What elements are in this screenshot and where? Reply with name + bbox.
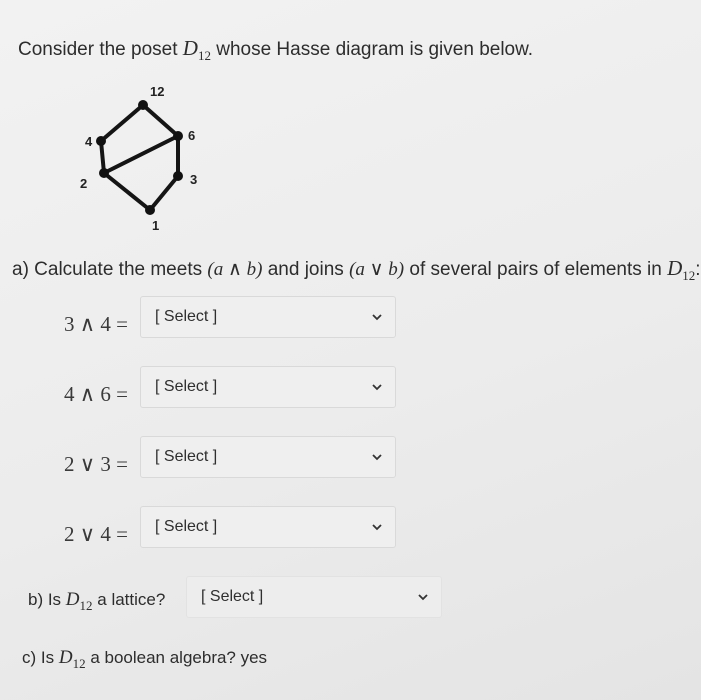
- label-3: 3: [190, 172, 198, 187]
- select-dropdown-4[interactable]: [140, 506, 396, 548]
- operation-label-4: 2 ∨ 4 =: [64, 522, 128, 546]
- node-1: [145, 205, 155, 215]
- node-2: [99, 168, 109, 178]
- chevron-down-icon: [371, 381, 383, 393]
- operation-label-3: 2 ∨ 3 =: [64, 452, 128, 476]
- label-12: 12: [150, 84, 165, 99]
- part-c-answer-text: a boolean algebra? yes: [90, 648, 268, 667]
- node-12: [138, 100, 148, 110]
- node-3: [173, 171, 183, 181]
- meet-expression: (a ∧ b): [207, 259, 263, 280]
- operation-label-2: 4 ∧ 6 =: [64, 382, 128, 406]
- select-label-1: [ Select ]: [155, 308, 218, 325]
- lattice-select-label: [ Select ]: [201, 588, 264, 605]
- node-6: [173, 131, 183, 141]
- label-4: 4: [85, 134, 93, 149]
- boolean-set-symbol: $D_{12}$: [58, 647, 86, 671]
- label-6: 6: [188, 128, 196, 143]
- label-1: 1: [152, 218, 160, 233]
- intro-text-after: whose Hasse diagram is given below.: [216, 39, 534, 60]
- chevron-down-icon: [371, 311, 383, 323]
- select-label-4: [ Select ]: [155, 518, 218, 535]
- node-4: [96, 136, 106, 146]
- hasse-diagram: [60, 78, 230, 238]
- lattice-set-symbol: $D_{12}$: [65, 589, 93, 613]
- select-dropdown-3[interactable]: [140, 436, 396, 478]
- chevron-down-icon: [417, 591, 429, 603]
- edge-2-6: [104, 136, 178, 173]
- label-2: 2: [80, 176, 88, 191]
- poset-symbol: $D_{12}$: [182, 36, 211, 64]
- part-a-prompt: a) Calculate the meets (a ∧ b) and joins (a ∨ b) of several pairs of elements in $D_{12}$:: [12, 256, 701, 284]
- select-label-3: [ Select ]: [155, 448, 218, 465]
- part-c-prompt: c) Is $D_{12}$ a boolean algebra? yes: [22, 647, 268, 671]
- chevron-down-icon: [371, 451, 383, 463]
- set-symbol: $D_{12}$: [667, 256, 696, 284]
- question-intro: [18, 36, 533, 64]
- operation-label-1: 3 ∧ 4 =: [64, 312, 128, 336]
- select-dropdown-2[interactable]: [140, 366, 396, 408]
- edge-3-1: [150, 176, 178, 210]
- edge-12-4: [101, 105, 143, 141]
- lattice-select-dropdown[interactable]: [186, 576, 442, 618]
- edge-2-1: [104, 173, 150, 210]
- select-label-2: [ Select ]: [155, 378, 218, 395]
- intro-text-before: Consider the poset: [18, 39, 178, 60]
- edge-12-6: [143, 105, 178, 136]
- part-b-prompt: b) Is $D_{12}$ a lattice?: [28, 589, 166, 613]
- chevron-down-icon: [371, 521, 383, 533]
- join-expression: (a ∨ b): [349, 259, 405, 280]
- select-dropdown-1[interactable]: [140, 296, 396, 338]
